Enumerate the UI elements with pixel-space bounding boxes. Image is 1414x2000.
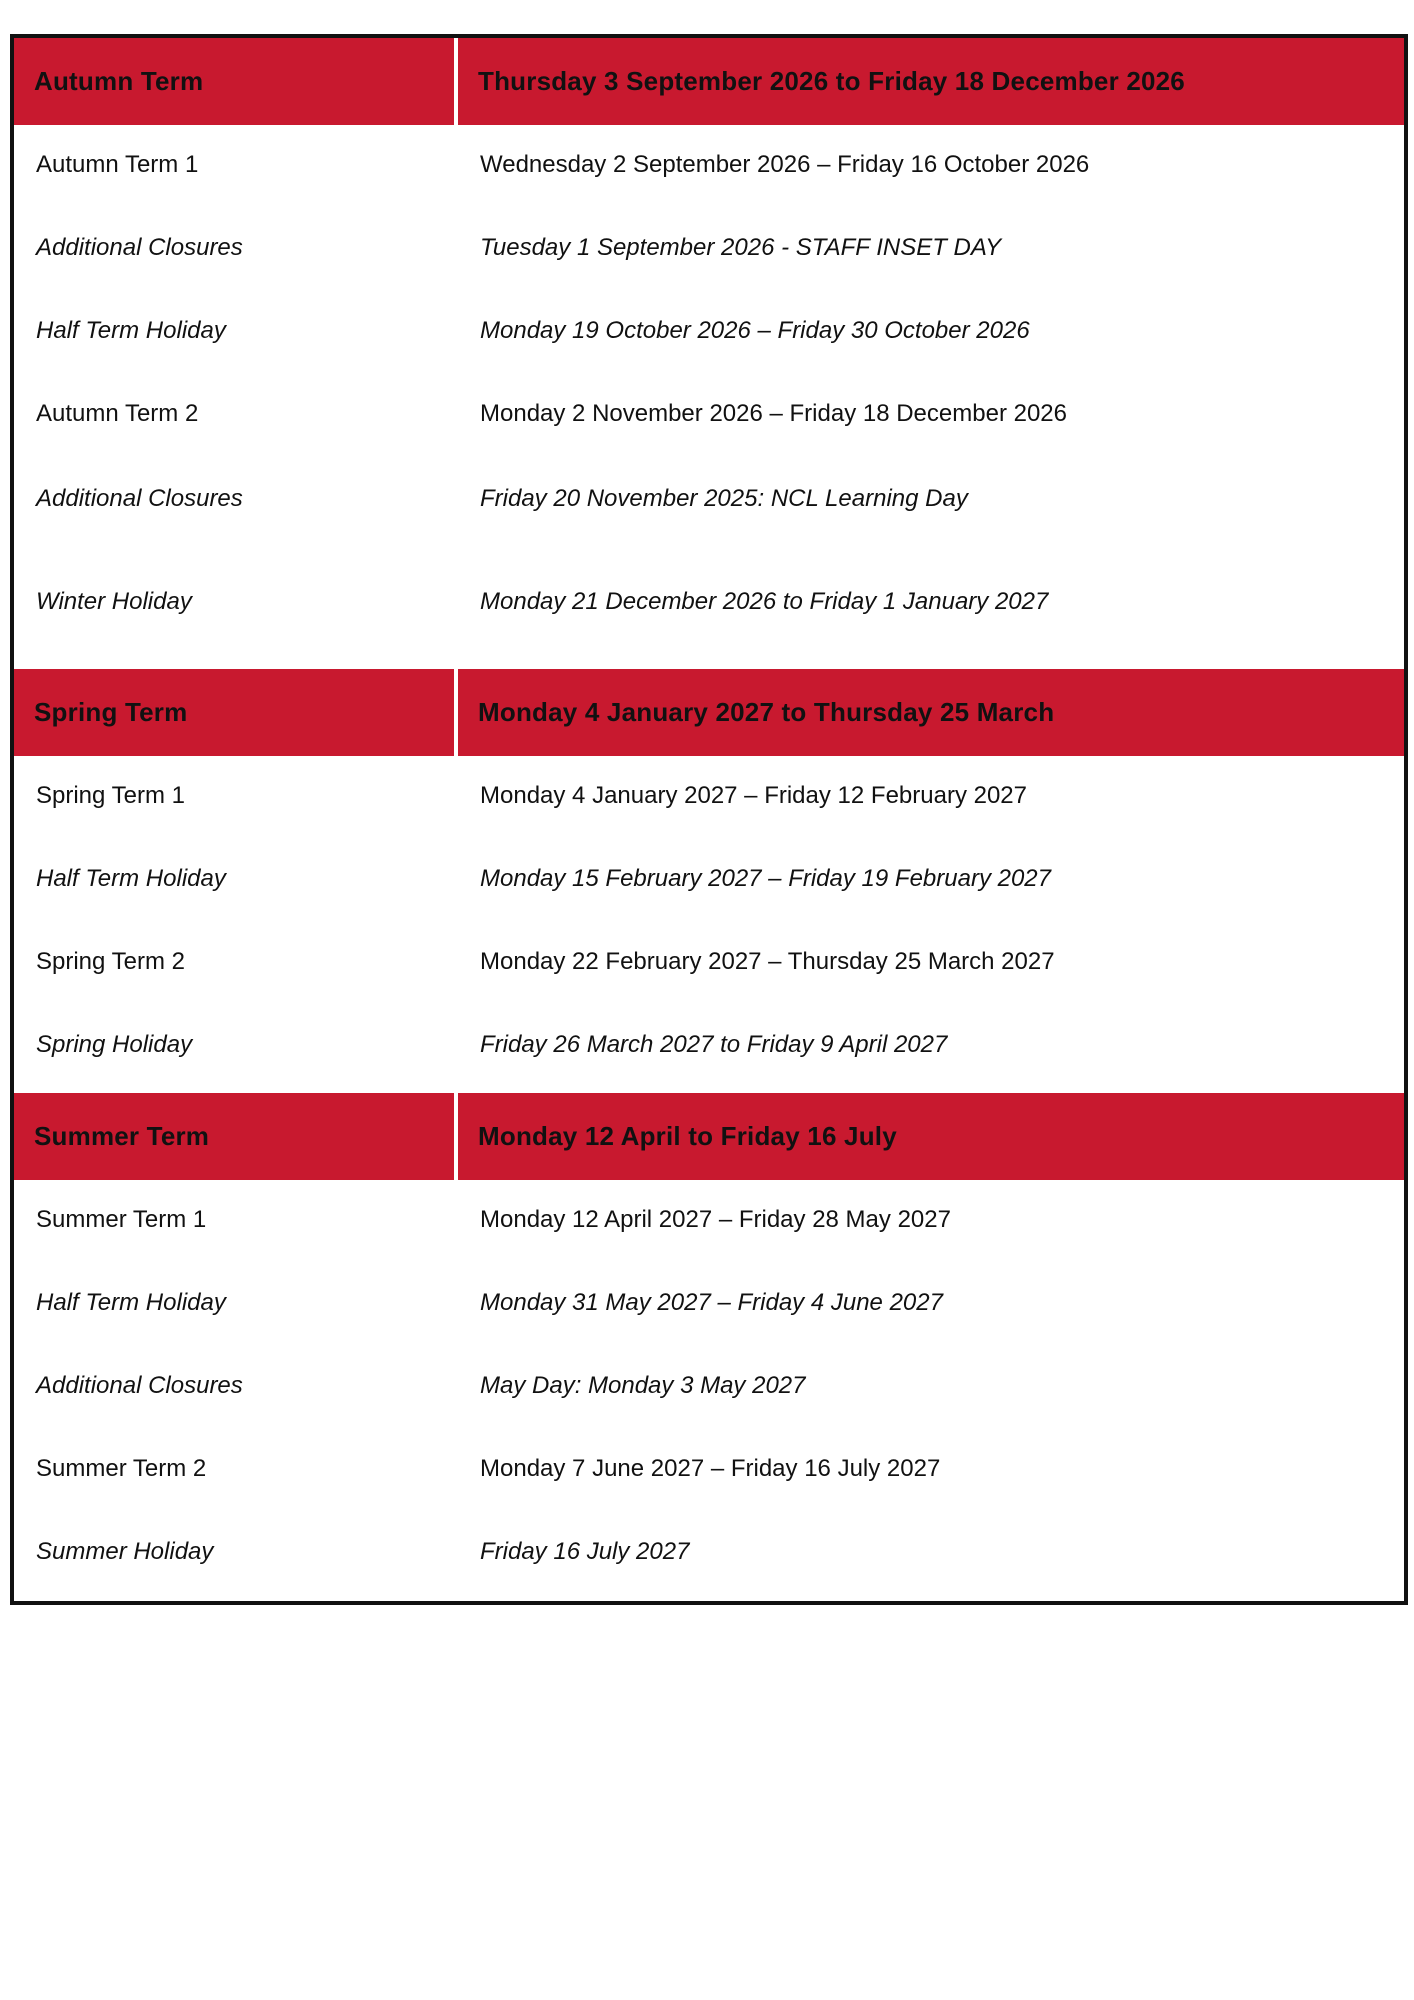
table-row xyxy=(14,1449,1404,1489)
table-row xyxy=(14,1283,1404,1323)
row-label: Winter Holiday xyxy=(36,588,192,615)
row-label: Spring Term 1 xyxy=(36,782,185,809)
table-row xyxy=(14,311,1404,351)
table-row xyxy=(14,228,1404,268)
row-value: Friday 26 March 2027 to Friday 9 April 2027 xyxy=(480,1031,948,1058)
row-label: Summer Term 2 xyxy=(36,1455,207,1482)
row-value: Friday 20 November 2025: NCL Learning Day xyxy=(480,485,968,512)
row-label: Summer Holiday xyxy=(36,1538,214,1565)
table-row xyxy=(14,776,1404,816)
row-value: Wednesday 2 September 2026 – Friday 16 October 2026 xyxy=(480,151,1090,178)
table-row xyxy=(14,145,1404,185)
table-row xyxy=(14,942,1404,982)
row-label: Half Term Holiday xyxy=(36,865,226,892)
row-label: Additional Closures xyxy=(36,234,243,261)
autumn-term-header xyxy=(14,38,1404,125)
row-value: Monday 2 November 2026 – Friday 18 December 2026 xyxy=(480,400,1067,427)
table-row xyxy=(14,1200,1404,1240)
row-label: Summer Term 1 xyxy=(36,1206,207,1233)
row-value: Friday 16 July 2027 xyxy=(480,1538,690,1565)
table-row xyxy=(14,1366,1404,1406)
row-label: Spring Holiday xyxy=(36,1031,193,1058)
term-date-range: Monday 12 April to Friday 16 July xyxy=(458,1093,1404,1180)
row-label: Autumn Term 1 xyxy=(36,151,199,178)
table-row xyxy=(14,582,1404,622)
row-value: Monday 19 October 2026 – Friday 30 October 2026 xyxy=(480,317,1030,344)
row-label: Half Term Holiday xyxy=(36,317,226,344)
table-row xyxy=(14,394,1404,434)
term-name: Spring Term xyxy=(14,669,454,756)
row-value: Monday 7 June 2027 – Friday 16 July 2027 xyxy=(480,1455,941,1482)
row-value: Tuesday 1 September 2026 - STAFF INSET DAY xyxy=(480,234,1002,261)
row-label: Half Term Holiday xyxy=(36,1289,226,1316)
row-value: Monday 22 February 2027 – Thursday 25 March 2027 xyxy=(480,948,1055,975)
row-value: May Day: Monday 3 May 2027 xyxy=(480,1372,806,1399)
term-name: Autumn Term xyxy=(14,38,454,125)
row-label: Additional Closures xyxy=(36,485,243,512)
row-label: Additional Closures xyxy=(36,1372,243,1399)
table-row xyxy=(14,479,1404,519)
summer-term-header xyxy=(14,1093,1404,1180)
term-name: Summer Term xyxy=(14,1093,454,1180)
row-value: Monday 21 December 2026 to Friday 1 January 2027 xyxy=(480,588,1049,615)
row-value: Monday 15 February 2027 – Friday 19 February 2027 xyxy=(480,865,1051,892)
row-value: Monday 4 January 2027 – Friday 12 February 2027 xyxy=(480,782,1027,809)
row-value: Monday 12 April 2027 – Friday 28 May 2027 xyxy=(480,1206,951,1233)
term-date-range: Monday 4 January 2027 to Thursday 25 March xyxy=(458,669,1404,756)
spring-term-header xyxy=(14,669,1404,756)
term-date-range: Thursday 3 September 2026 to Friday 18 December 2026 xyxy=(458,38,1404,125)
table-row xyxy=(14,859,1404,899)
table-row xyxy=(14,1532,1404,1572)
row-label: Autumn Term 2 xyxy=(36,400,199,427)
row-value: Monday 31 May 2027 – Friday 4 June 2027 xyxy=(480,1289,943,1316)
table-row xyxy=(14,1025,1404,1065)
row-label: Spring Term 2 xyxy=(36,948,185,975)
term-dates-table xyxy=(10,34,1408,1605)
